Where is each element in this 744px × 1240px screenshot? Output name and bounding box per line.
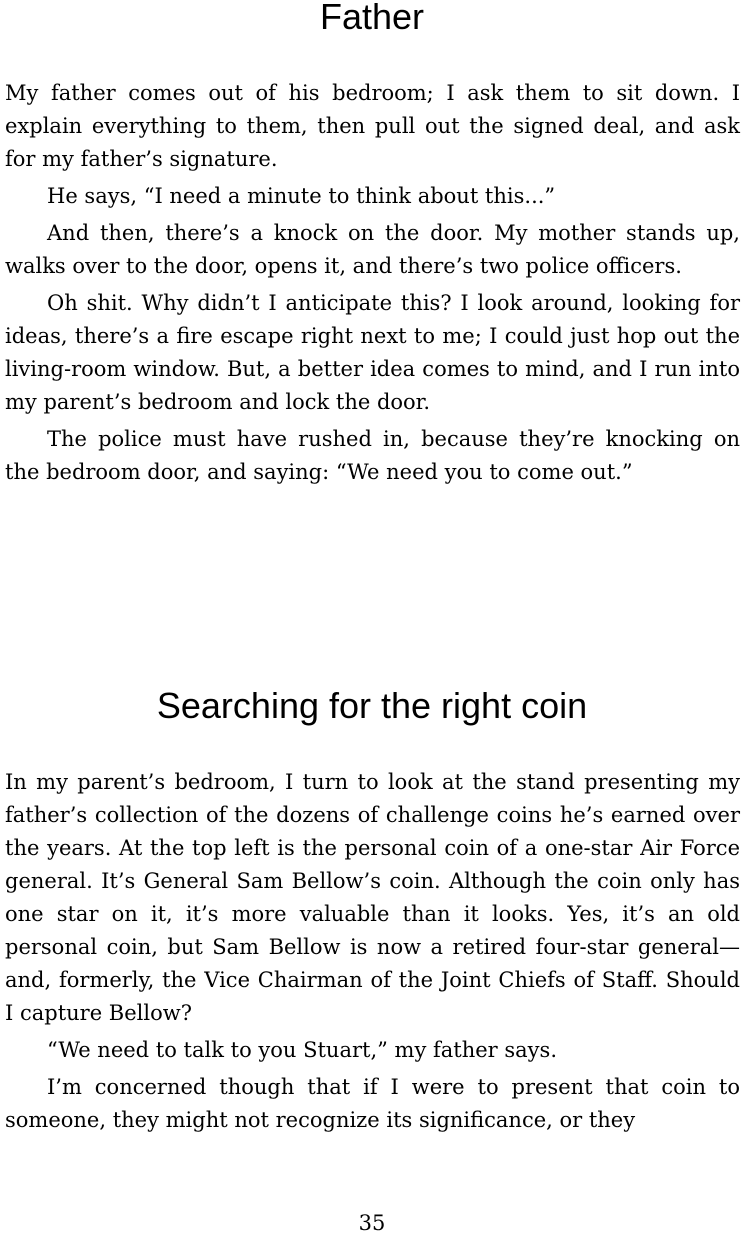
paragraph: He says, “I need a minute to think about this...” bbox=[47, 184, 556, 208]
paragraph: “We need to talk to you Stuart,” my father says. bbox=[47, 1038, 557, 1062]
page-number: 35 bbox=[358, 1211, 386, 1235]
paragraph: And then, there’s a knock on the door. My mother stands up, walks over to the door, opens it, and there’s two police officers. bbox=[5, 221, 740, 278]
section-body-father bbox=[5, 77, 740, 493]
section-body-searching bbox=[5, 766, 740, 1141]
paragraph: Oh shit. Why didn’t I anticipate this? I look around, looking for ideas, there’s a fire escape right next to me; I could just hop out the living-room window. But, a better idea comes to mind, and I run into my parent’s bedroom and lock the door. bbox=[5, 291, 740, 414]
paragraph: In my parent’s bedroom, I turn to look at the stand presenting my father’s collection of the dozens of challenge coins he’s earned over the years. At the top left is the personal coin of a one-star Air Force general. It’s General Sam Bellow’s coin. Although the coin only has one star on it, it’s more valuable than it looks. Yes, it’s an old personal coin, but Sam Bellow is now a retired four-star general—and, formerly, the Vice Chairman of the Joint Chiefs of Staff. Should I capture Bellow? bbox=[5, 770, 740, 1025]
paragraph: I’m concerned though that if I were to present that coin to someone, they might not recognize its significance, or they bbox=[5, 1075, 740, 1132]
paragraph: My father comes out of his bedroom; I ask them to sit down. I explain everything to them, then pull out the signed deal, and ask for my father’s signature. bbox=[5, 81, 740, 171]
section-title-father: Father bbox=[319, 0, 425, 37]
section-title-searching: Searching for the right coin bbox=[156, 685, 588, 726]
paragraph: The police must have rushed in, because they’re knocking on the bedroom door, and saying: “We need you to come out.” bbox=[5, 427, 740, 484]
